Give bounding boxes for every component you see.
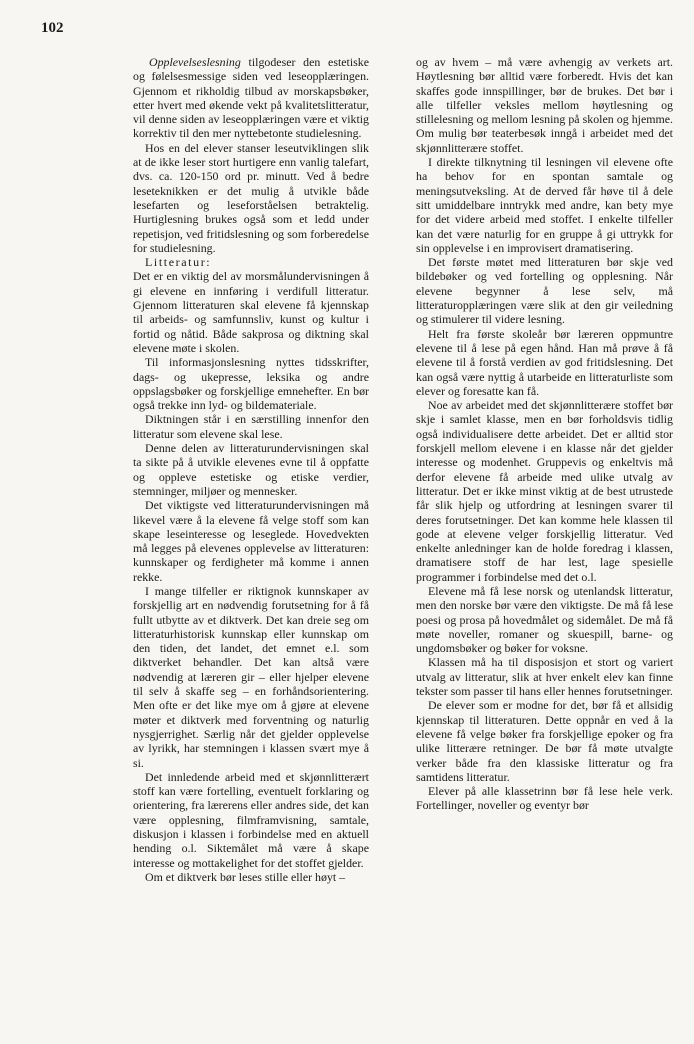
paragraph: Elever på alle klassetrinn bør få lese hele verk. Fortellinger, noveller og eventyr bør: [416, 784, 673, 813]
page-number: 102: [41, 20, 64, 36]
italic-term: Opplevelseslesning: [149, 55, 241, 69]
paragraph: Det første møtet med litteraturen bør skje ved bildebøker og ved fortelling og opplesning. Når elevene begynner å lese selv, må litteraturopplæringen være slik at den gir veiledning og stimulerer til videre lesning.: [416, 255, 673, 327]
paragraph: Diktningen står i en særstilling innenfor den litteratur som elevene skal lese.: [133, 412, 369, 441]
section-heading: Litteratur:: [145, 255, 212, 270]
paragraph: og av hvem – må være avhengig av verkets art. Høytlesning bør alltid være forberedt. Hvis det kan skaffes gode innspillinger, bør de brukes. Det bør i alle tilfeller veksles mellom høytlesning og stillelesning og mellom lesning på skolen og hjemme. Om mulig bør teaterbesøk inngå i arbeidet med det skjønnlitterære stoffet.: [416, 55, 673, 155]
paragraph: Hos en del elever stanser leseutviklingen slik at de ikke leser stort hurtigere enn vanlig talefart, dvs. ca. 120-150 ord pr. minutt. Ved å bedre leseteknikken er det mulig å utvikle både lesefarten og leseforståelsen betraktelig. Hurtiglesning brukes også som et ledd under repetisjon, ved fritidslesning og som forberedelse for studielesning.: [133, 140, 369, 255]
paragraph: Det innledende arbeid med et skjønnlitterært stoff kan være fortelling, eventuelt forklaring og orientering, fra lærerens eller andres side, det kan være opplesning, filmframvisning, samtale, diskusjon i klassen i forbindelse med en aktuell hending o.l. Siktemålet må være å skape interesse og mottakelighet for det stoffet gjelder.: [133, 769, 369, 870]
paragraph: Om et diktverk bør leses stille eller høyt –: [145, 869, 346, 884]
paragraph: [133, 55, 369, 141]
left-column: [133, 55, 369, 884]
paragraph: Noe av arbeidet med det skjønnlitterære stoffet bør skje i samlet klasse, men en bør forholdsvis tidlig også individualisere dette arbeidet. Det er alltid stor forskjell mellom elevene i en klasse når det gjelder interesse og modenhet. Gruppevis og enkeltvis må derfor elevene få arbeide med ulike utvalg av litteratur. Det er ikke minst viktig at de best utrustede får slik hjelp og utfordring at lesningen svarer til deres forutsetninger. Det kan komme hele klassen til gode at elevene velger forskjellig litteratur. Ved enkelte anledninger kan de holde foredrag i klassen, dramatisere stoff de har lest, lage spesielle programmer i forbindelse med det o.l.: [416, 398, 673, 584]
paragraph-text: tilgodeser den estetiske og følelsesmessige siden ved leseopplæringen. Gjennom et rikholdig tilbud av morskapsbøker, etter hvert med økende vekt på kvalitetslitteratur, vil denne siden av leseopplæringen være et viktig korrektiv til den mer nyttebetonte studielesning.: [133, 55, 369, 141]
paragraph: Helt fra første skoleår bør læreren oppmuntre elevene til å lese på egen hånd. Han må prøve å få elevene til å forstå verdien av god fritidslesning. Det kan også være nyttig å utarbeide en litteraturliste som elever og foresatte kan få.: [416, 326, 673, 398]
paragraph: I direkte tilknytning til lesningen vil elevene ofte ha behov for en spontan samtale og meningsutveksling. At de derved får høve til å dele sitt umiddelbare inntrykk med andre, kan bety mye for det videre arbeid med stoffet. I enkelte tilfeller kan det være naturlig for en gruppe å gi uttrykk for sin opplevelse i en improvisert dramatisering.: [416, 155, 673, 255]
paragraph: Denne delen av litteraturundervisningen skal ta sikte på å utvikle elevenes evne til å oppfatte og oppleve estetiske og etiske verdier, stemninger, miljøer og mennesker.: [133, 441, 369, 498]
paragraph: Det er en viktig del av morsmålundervisningen å gi elevene en innføring i verdifull litteratur. Gjennom litteraturen skal elevene få kjennskap til arbeids- og samfunnsliv, kunst og kultur i fortid og nåtid. Både sakprosa og diktning skal elevene møte i skolen.: [133, 269, 369, 355]
paragraph: Til informasjonslesning nyttes tidsskrifter, dags- og ukepresse, leksika og andre oppslagsbøker og forskjellige emnehefter. En bør også trekke inn lyd- og bildemateriale.: [133, 355, 369, 413]
paragraph: Det viktigste ved litteraturundervisningen må likevel være å la elevene få velge stoff som kan skape leseinteresse og leseglede. Hovedvekten må legges på elevenes opplevelse av litteraturen: kunnskaper og ferdigheter må komme i annen rekke.: [133, 498, 369, 584]
paragraph: Elevene må få lese norsk og utenlandsk litteratur, men den norske bør være den viktigste. De må få lese poesi og prosa på hovedmålet og sidemålet. De må få møte noveller, romaner og skuespill, barne- og ungdomsbøker og bøker for voksne.: [416, 583, 673, 656]
paragraph: De elever som er modne for det, bør få et allsidig kjennskap til litteraturen. Dette oppnår en ved å la elevene få velge bøker fra forskjellige epoker og fra ulike litterære retninger. De bør få møte utvalgte verker både fra den klassiske litteratur og fra samtidens litteratur.: [416, 698, 673, 784]
right-column: [416, 55, 673, 813]
paragraph: I mange tilfeller er riktignok kunnskaper av forskjellig art en nødvendig forutsetning for å få fullt utbytte av et diktverk. Det kan dreie seg om litteraturhistorisk kunnskap eller kunnskap om den tiden, det landet, det emnet e.l. som diktverket behandler. Det kan altså være nødvendig at læreren gir – eller hjelper elevene til selv å skaffe seg – en forhåndsorientering. Men ofte er det like mye om å gjøre at elevene møter et diktverk med forventning og naturlig nysgjerrighet. Særlig når det gjelder opplevelse av lyrikk, har stemningen i klassen svært mye å si.: [133, 583, 369, 770]
paragraph: Klassen må ha til disposisjon et stort og variert utvalg av litteratur, slik at hver enkelt elev kan finne tekster som passer til hans eller hennes forutsetninger.: [416, 655, 673, 699]
